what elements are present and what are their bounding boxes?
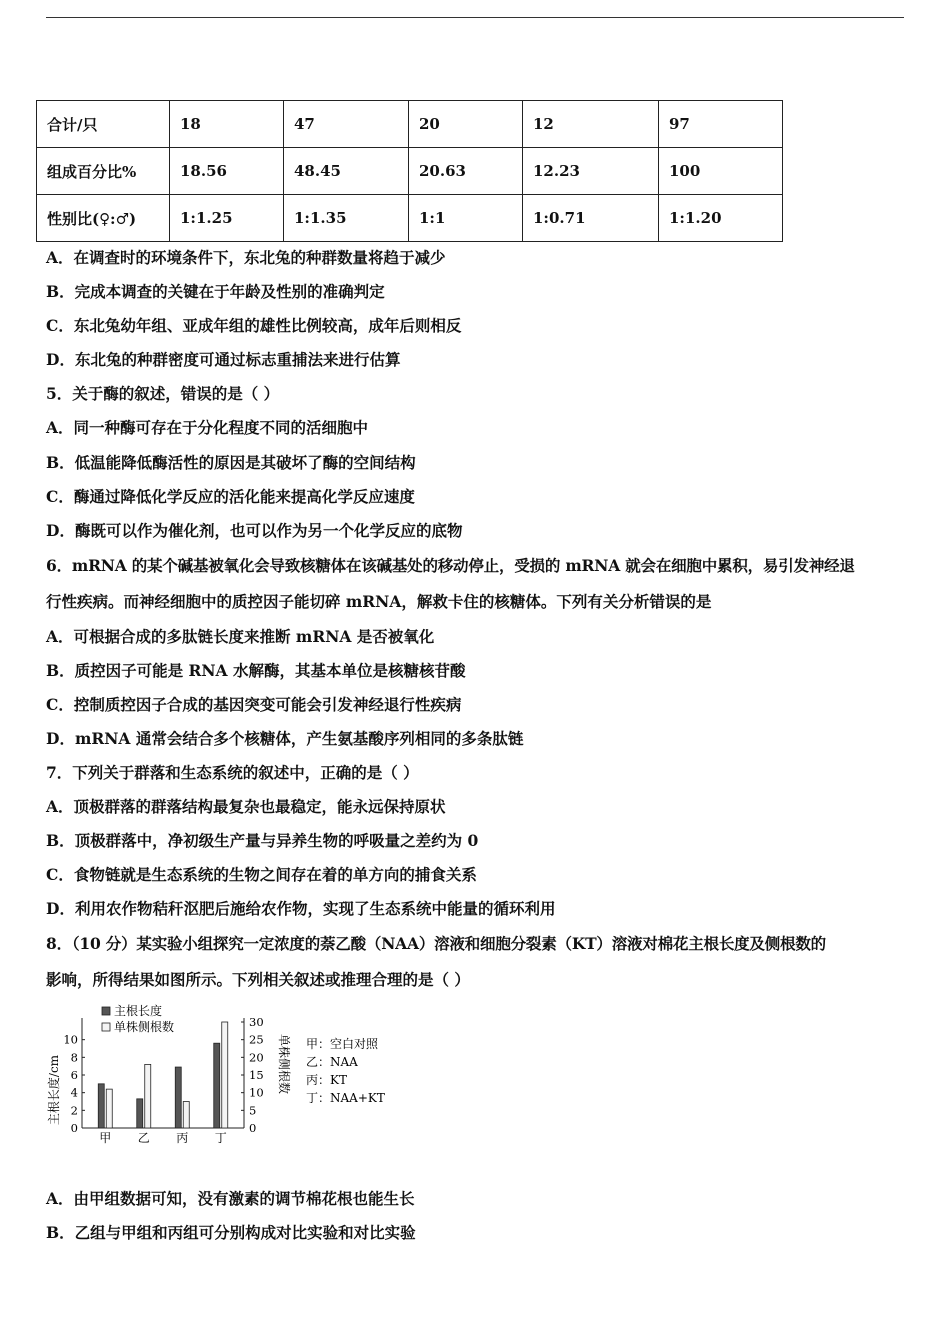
q4-option-b: B．完成本调查的关键在于年龄及性别的准确判定 — [46, 282, 385, 301]
left-tick-label: 4 — [70, 1085, 78, 1100]
table-cell: 1:0.71 — [523, 195, 659, 242]
table-cell: 组成百分比% — [37, 148, 170, 195]
table-cell: 18 — [170, 101, 284, 148]
q5-stem: 5．关于酶的叙述，错误的是（ ） — [46, 384, 280, 403]
group-key-bing: 丙：KT — [306, 1073, 347, 1087]
right-tick-label: 25 — [249, 1032, 264, 1047]
bar-chart — [44, 1002, 394, 1152]
group-key-jia: 甲：空白对照 — [306, 1037, 379, 1051]
bar-lateral-root-count — [145, 1064, 151, 1128]
table-cell: 47 — [284, 101, 409, 148]
category-label: 丁 — [214, 1131, 227, 1145]
legend-swatch-main-root — [102, 1007, 110, 1015]
q5-option-d: D．酶既可以作为催化剂，也可以作为另一个化学反应的底物 — [46, 521, 463, 540]
table-cell: 97 — [659, 101, 783, 148]
right-tick-label: 30 — [249, 1015, 264, 1029]
table-cell: 性别比(♀:♂) — [37, 195, 170, 242]
right-tick-label: 20 — [249, 1050, 264, 1065]
q6-option-b: B．质控因子可能是 RNA 水解酶，其基本单位是核糖核苷酸 — [46, 661, 466, 680]
table-cell: 12 — [523, 101, 659, 148]
q8-stem-line1: 8．（10 分）某实验小组探究一定浓度的萘乙酸（NAA）溶液和细胞分裂素（KT）溶液对棉花主根长度及侧根数的 — [46, 934, 826, 953]
q7-option-d: D．利用农作物秸秆沤肥后施给农作物，实现了生态系统中能量的循环利用 — [46, 899, 556, 918]
right-tick-label: 5 — [249, 1103, 257, 1118]
q5-option-c: C．酶通过降低化学反应的活化能来提高化学反应速度 — [46, 487, 415, 506]
right-tick-label: 0 — [249, 1121, 257, 1135]
q7-option-b: B．顶极群落中，净初级生产量与异养生物的呼吸量之差约为 0 — [46, 831, 479, 850]
left-axis-title: 主根长度/cm — [47, 1054, 61, 1126]
bar-lateral-root-count — [106, 1089, 112, 1128]
q4-option-c: C．东北兔幼年组、亚成年组的雄性比例较高，成年后则相反 — [46, 316, 462, 335]
q8-stem-line2: 影响，所得结果如图所示。下列相关叙述或推理合理的是（ ） — [46, 970, 470, 989]
category-label: 甲 — [99, 1131, 112, 1145]
q6-option-c: C．控制质控因子合成的基因突变可能会引发神经退行性疾病 — [46, 695, 462, 714]
table-row — [37, 148, 783, 195]
q7-stem: 7．下列关于群落和生态系统的叙述中，正确的是（ ） — [46, 763, 419, 782]
table-cell: 12.23 — [523, 148, 659, 195]
q6-option-d: D．mRNA 通常会结合多个核糖体，产生氨基酸序列相同的多条肽链 — [46, 729, 524, 748]
left-tick-label: 2 — [70, 1103, 78, 1118]
q7-option-c: C．食物链就是生态系统的生物之间存在着的单方向的捕食关系 — [46, 865, 477, 884]
table-cell: 100 — [659, 148, 783, 195]
category-label: 乙 — [137, 1131, 150, 1145]
category-label: 丙 — [176, 1131, 189, 1145]
right-tick-label: 15 — [249, 1068, 264, 1082]
table-cell: 48.45 — [284, 148, 409, 195]
bar-lateral-root-count — [222, 1022, 228, 1128]
bar-main-root-length — [137, 1099, 143, 1128]
left-tick-label: 8 — [70, 1050, 78, 1065]
table-cell: 1:1.35 — [284, 195, 409, 242]
table-row — [37, 101, 783, 148]
table-cell: 20.63 — [409, 148, 523, 195]
header-rule — [46, 17, 904, 18]
table-cell: 1:1 — [409, 195, 523, 242]
legend-swatch-lateral-roots — [102, 1023, 110, 1031]
legend-main-root: 主根长度 — [114, 1004, 163, 1018]
table-cell: 18.56 — [170, 148, 284, 195]
q6-option-a: A．可根据合成的多肽链长度来推断 mRNA 是否被氧化 — [46, 627, 435, 646]
q8-option-b: B．乙组与甲组和丙组可分别构成对比实验和对比实验 — [46, 1223, 416, 1242]
bar-main-root-length — [214, 1043, 220, 1128]
table-row — [37, 195, 783, 242]
table-cell: 合计/只 — [37, 101, 170, 148]
bar-lateral-root-count — [183, 1102, 189, 1129]
q6-stem-line2: 行性疾病。而神经细胞中的质控因子能切碎 mRNA，解救卡住的核糖体。下列有关分析错误的是 — [46, 592, 712, 611]
q8-option-a: A．由甲组数据可知，没有激素的调节棉花根也能生长 — [46, 1189, 415, 1208]
q6-stem-line1: 6．mRNA 的某个碱基被氧化会导致核糖体在该碱基处的移动停止，受损的 mRNA 就会在细胞中累积，易引发神经退 — [46, 556, 855, 575]
population-table — [36, 100, 783, 242]
q4-option-d: D．东北兔的种群密度可通过标志重捕法来进行估算 — [46, 350, 401, 369]
left-tick-label: 6 — [70, 1068, 78, 1082]
table-cell: 1:1.25 — [170, 195, 284, 242]
bar-main-root-length — [98, 1084, 104, 1128]
q5-option-a: A．同一种酶可存在于分化程度不同的活细胞中 — [46, 418, 369, 437]
q7-option-a: A．顶极群落的群落结构最复杂也最稳定，能永远保持原状 — [46, 797, 446, 816]
q4-option-a: A．在调查时的环境条件下，东北兔的种群数量将趋于减少 — [46, 248, 446, 267]
table-cell: 20 — [409, 101, 523, 148]
left-tick-label: 10 — [63, 1032, 78, 1047]
right-axis-title: 单株侧根数 — [277, 1033, 291, 1095]
bar-main-root-length — [175, 1067, 181, 1128]
table-cell: 1:1.20 — [659, 195, 783, 242]
legend-lateral-roots: 单株侧根数 — [114, 1020, 175, 1034]
right-tick-label: 10 — [249, 1085, 264, 1100]
q5-option-b: B．低温能降低酶活性的原因是其破坏了酶的空间结构 — [46, 453, 416, 472]
group-key-yi: 乙：NAA — [306, 1055, 358, 1069]
group-key-ding: 丁：NAA+KT — [306, 1091, 385, 1105]
left-tick-label: 0 — [70, 1121, 78, 1135]
